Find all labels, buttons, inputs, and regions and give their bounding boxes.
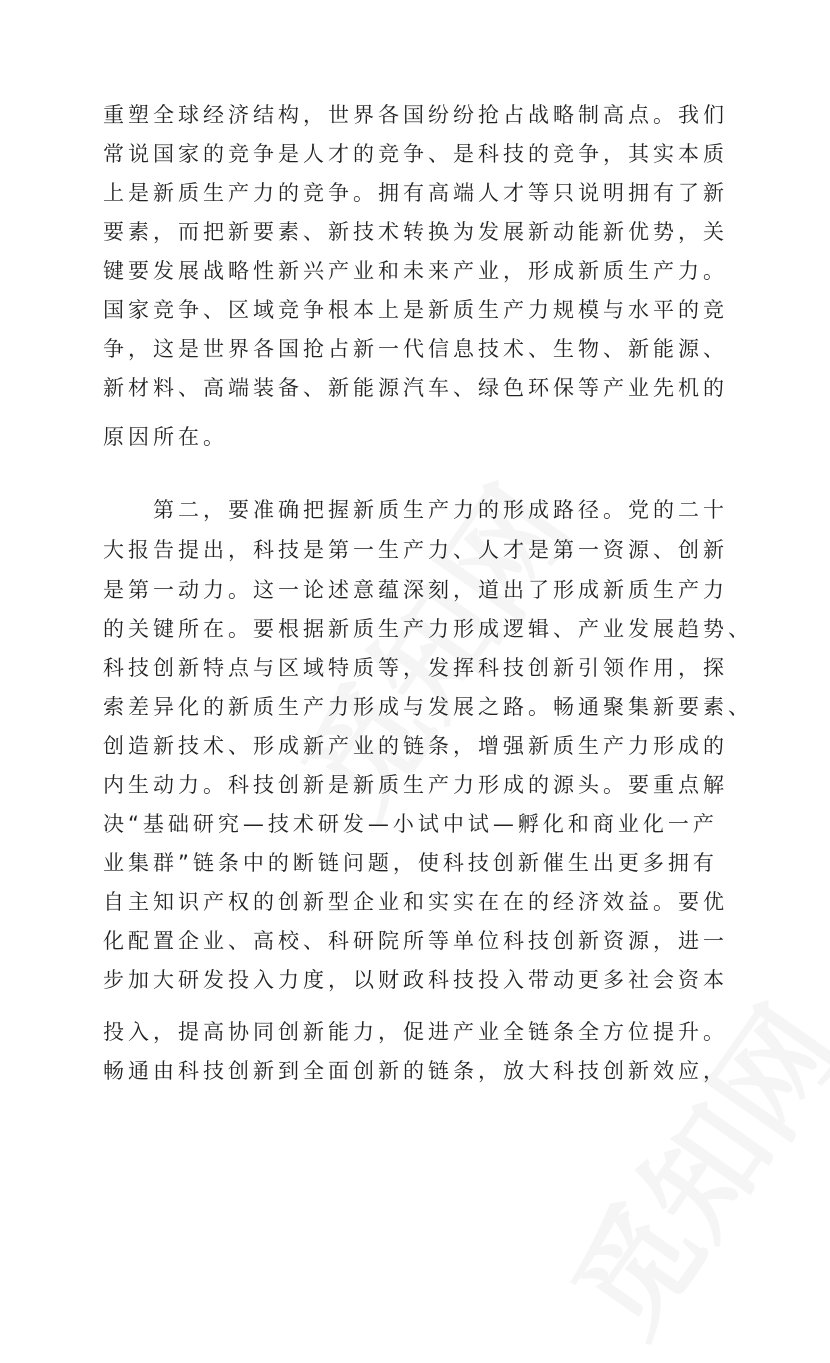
text-line: 决“基础研究—技术研发—小试中试—孵化和商业化一产 [103, 812, 718, 836]
text-line: 自主知识产权的创新型企业和实实在在的经济效益。要优 [103, 890, 728, 914]
text-line: 原因所在。 [103, 425, 228, 449]
text-line: 大报告提出，科技是第一生产力、人才是第一资源、创新 [103, 538, 728, 562]
text-line: 上是新质生产力的竞争。拥有高端人才等只说明拥有了新 [103, 181, 728, 205]
text-line: 争，这是世界各国抢占新一代信息技术、生物、新能源、 [103, 337, 728, 361]
text-line: 是第一动力。这一论述意蕴深刻，道出了形成新质生产力 [103, 578, 728, 602]
text-line: 新材料、高端装备、新能源汽车、绿色环保等产业先机的 [103, 376, 728, 400]
text-line: 第二，要准确把握新质生产力的形成路径。党的二十 [153, 498, 728, 522]
text-line: 要素，而把新要素、新技术转换为发展新动能新优势，关 [103, 220, 728, 244]
text-line: 内生动力。科技创新是新质生产力形成的源头。要重点解 [103, 773, 728, 797]
text-line: 键要发展战略性新兴产业和未来产业，形成新质生产力。 [103, 259, 728, 283]
text-line: 的关键所在。要根据新质生产力形成逻辑、产业发展趋势、 [103, 617, 753, 641]
text-line: 投入，提高协同创新能力，促进产业全链条全方位提升。 [103, 1020, 728, 1044]
text-line: 科技创新特点与区域特质等，发挥科技创新引领作用，探 [103, 656, 728, 680]
text-line: 步加大研发投入力度，以财政科技投入带动更多社会资本 [103, 968, 728, 992]
text-line: 国家竞争、区域竞争根本上是新质生产力规模与水平的竞 [103, 298, 728, 322]
text-line: 创造新技术、形成新产业的链条，增强新质生产力形成的 [103, 734, 728, 758]
text-line: 化配置企业、高校、科研院所等单位科技创新资源，进一 [103, 929, 728, 953]
text-line: 重塑全球经济结构，世界各国纷纷抢占战略制高点。我们 [103, 103, 728, 127]
text-line: 常说国家的竞争是人才的竞争、是科技的竞争，其实本质 [103, 142, 728, 166]
text-line: 索差异化的新质生产力形成与发展之路。畅通聚集新要素、 [103, 695, 753, 719]
text-line: 畅通由科技创新到全面创新的链条，放大科技创新效应， [103, 1059, 728, 1083]
text-line: 业集群”链条中的断链问题，使科技创新催生出更多拥有 [103, 851, 718, 875]
